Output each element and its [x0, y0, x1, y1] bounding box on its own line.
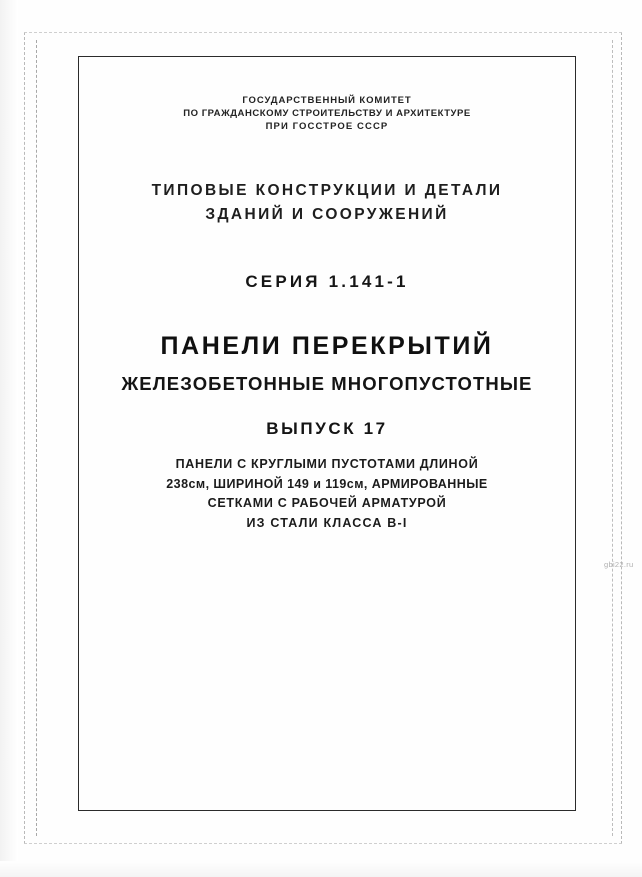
organization-block: [104, 94, 550, 133]
issue-number: ВЫПУСК 17: [266, 418, 388, 438]
page-subtitle: ЖЕЛЕЗОБЕТОННЫЕ МНОГОПУСТОТНЫЕ: [121, 372, 533, 394]
page-edge-shading-bottom: [0, 861, 642, 877]
description-line-1: ПАНЕЛИ С КРУГЛЫМИ ПУСТОТАМИ ДЛИНОЙ: [175, 456, 479, 471]
series-number: СЕРИЯ 1.141-1: [245, 271, 409, 291]
organization-line-3: ПРИ ГОССТРОЕ СССР: [265, 121, 389, 133]
description-line-2: 238см, ШИРИНОЙ 149 и 119см, АРМИРОВАННЫЕ: [166, 476, 488, 491]
page-title: ПАНЕЛИ ПЕРЕКРЫТИЙ: [160, 331, 494, 360]
description-line-4: ИЗ СТАЛИ КЛАССА В-I: [246, 516, 408, 531]
organization-line-1: ГОСУДАРСТВЕННЫЙ КОМИТЕТ: [242, 95, 412, 106]
description-block: [104, 455, 550, 534]
watermark-text: gbi22.ru: [604, 560, 634, 569]
title-page-content: [78, 56, 576, 811]
scan-frame-right-rule: [612, 40, 613, 836]
description-line-3: СЕТКАМИ С РАБОЧЕЙ АРМАТУРОЙ: [207, 496, 447, 511]
organization-line-2: ПО ГРАЖДАНСКОМУ СТРОИТЕЛЬСТВУ И АРХИТЕКТУРЕ: [183, 108, 471, 120]
scan-frame-left-rule: [36, 40, 37, 836]
subject-line-1: ТИПОВЫЕ КОНСТРУКЦИИ И ДЕТАЛИ: [151, 182, 503, 200]
subject-block: [104, 179, 550, 226]
subject-line-2: ЗДАНИЙ И СООРУЖЕНИЙ: [205, 205, 449, 223]
page-edge-shading-left: [0, 0, 18, 877]
